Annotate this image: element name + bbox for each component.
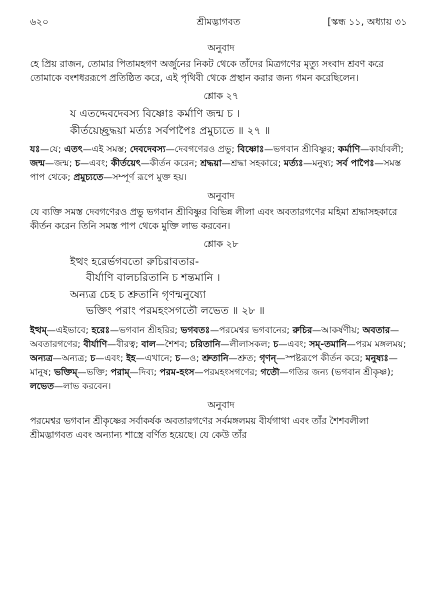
verse-27-line-2: কীর্তয়েচ্ছ্রদ্ধয়া মর্ত্যঃ সর্বপাপৈঃ প্রমুচ্যতে ॥ ২৭ ॥ (70, 124, 271, 137)
verse-28 (30, 254, 412, 320)
translation-label-3: অনুবাদ (207, 399, 235, 411)
page-number: ৬২০ (30, 17, 49, 28)
translation-3: পরমেশ্বর ভগবান শ্রীকৃষ্ণের সর্বাকর্ষক অবতারগণের সর্বমঙ্গলময় বীর্যগাথা এবং তাঁর শৈশবলীলা শ্রীমদ্ভাগবত এবং অন্যান্য শাস্ত্রে বর্ণিত হয়েছে। যে কেউ তাঁর (30, 415, 369, 441)
chapter-info: [স্কন্ধ ১১, অধ্যায় ৩১ (327, 17, 407, 28)
page-body (30, 38, 412, 447)
verse-28-line-2: বীর্যাণি বালচরিতানি চ শন্তমানি । (86, 272, 221, 285)
book-title: শ্রীমদ্ভাগবত (196, 17, 241, 28)
translation-2: যে ব্যক্তি সমস্ত দেবগণেরও প্রভু ভগবান শ্রীবিষ্ণুর বিভিন্ন লীলা এবং অবতারগণের মহিমা শ্রদ্ধাসহকারে কীর্তন করেন তিনি সমস্ত পাপ থেকে মুক্তি লাভ করবেন। (30, 206, 398, 232)
verse-28-line-3: অন্যত্র চেহ চ শ্রুতানি গৃণন্মনুষ্যো (70, 288, 206, 301)
verse-28-line-1: ইত্থং হরের্ভগবতো রুচিরাবতার- (70, 255, 199, 268)
running-header (30, 16, 407, 30)
verse-27-line-1: য এতদ্দেবদেবস্য বিষ্ণোঃ কর্মাণি জন্ম চ । (70, 108, 241, 120)
verse-28-line-4: ভক্তিং পরাং পরমহংসগতৌ লভেত ॥ ২৮ ॥ (86, 305, 265, 318)
verse-28-label: শ্লোক ২৮ (203, 238, 239, 250)
translation-label-1: অনুবাদ (207, 43, 235, 54)
verse-27 (30, 106, 412, 139)
translation-1: হে প্রিয় রাজন, তোমার পিতামহগণ অর্জুনের নিকট থেকে তাঁদের মিত্রগণের মৃত্যু সংবাদ শ্রবণ করে তোমাকে বংশধররূপে প্রতিষ্ঠিত করে, এই পৃথিবী থেকে প্রস্থান করার জন্য গমন করেছিলেন। (30, 59, 384, 84)
synonyms-28: ইত্থম্—এইভাবে; হরেঃ—ভগবান শ্রীহরির; ভগবতঃ—পরমেশ্বর ভগবানের; রুচির—আকর্ষণীয়; অবতার—অবতারগণের; বীর্যাণি—বীরত্ব; বাল—শৈশব; চরিতানি—লীলাসকল; চ—এবং; সম্-তমানি—পরম মঙ্গলময়; অন্যত্র—অন্যত্র; চ—এবং; ইহ—এখানে; চ—ও; শ্রুতানি—শ্রুত; গৃণন্—স্পষ্টরূপে কীর্তন করে; মনুষ্যঃ—মানুষ; ভক্তিম্—ভক্তি; পরাম্—দিব্য; পরম-হংস—পরমহংসগণের; গতৌ—গতির জন্য (ভগবান শ্রীকৃষ্ণ); লভেত—লাভ করবেন। (30, 325, 407, 393)
verse-27-label: শ্লোক ২৭ (203, 91, 239, 102)
synonyms-27: যঃ—যে; এতৎ—এই সমস্ত; দেবদেবস্য—দেবগণেরও প্রভু; বিষ্ণোঃ—ভগবান শ্রীবিষ্ণুর; কর্মাণি—কার্যাবলী; জন্ম—জন্ম; চ—এবং; কীর্তয়েৎ—কীর্তন করেন; শ্রদ্ধয়া—শ্রদ্ধা সহকারে; মর্ত্যঃ—মনুষ্য; সর্ব পাপৈঃ—সমস্ত পাপ থেকে; প্রমুচ্যতে—সম্পূর্ণ রূপে মুক্ত হয়। (30, 145, 404, 184)
translation-label-2: অনুবাদ (207, 190, 235, 202)
